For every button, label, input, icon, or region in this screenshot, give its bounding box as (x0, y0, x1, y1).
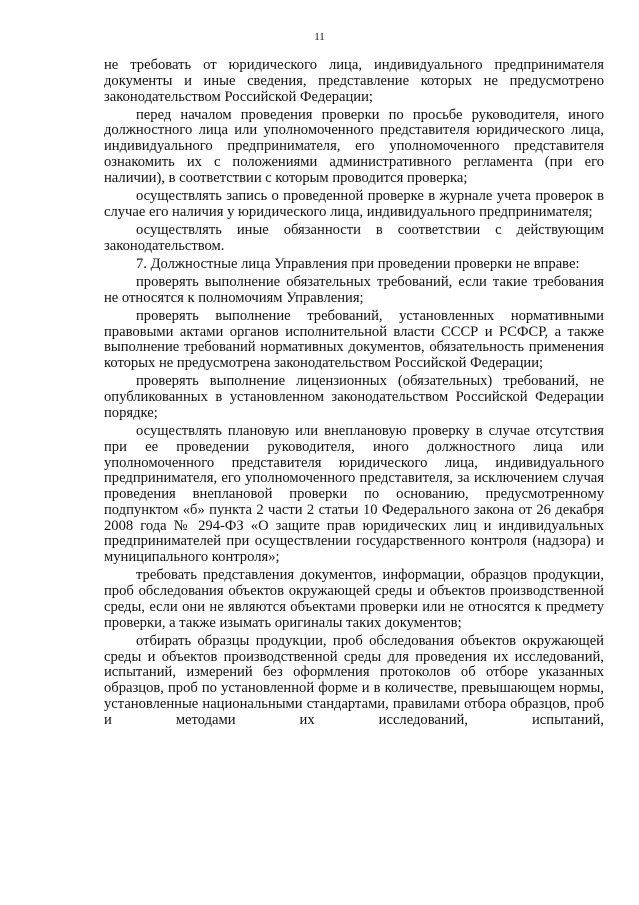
paragraph-no-require-documents: не требовать от юридического лица, индивидуального предпринимателя документы и иные сведения, представление которых не предусмотрено законодательством Российской Федерации; (104, 57, 604, 105)
paragraph-journal-record: осуществлять запись о проведенной проверке в журнале учета проверок в случае его наличия у юридического лица, индивидуального предпринимателя; (104, 187, 604, 220)
paragraph-demand-documents: требовать представления документов, информации, образцов продукции, проб обследования объектов окружающей среды и объектов производственной среды, если они не являются объектами проверки или не относятся к предмету проверки, а также изымать оригиналы таких документов; (104, 567, 604, 631)
paragraph-other-duties: осуществлять иные обязанности в соответствии с действующим законодательством. (104, 221, 604, 254)
paragraph-license-requirements: проверять выполнение лицензионных (обязательных) требований, не опубликованных в установленном законодательством Российской Федерации порядке; (104, 373, 604, 421)
page-number: 11 (314, 31, 325, 43)
paragraph-check-requirements: проверять выполнение обязательных требований, если такие требования не относятся к полномочиям Управления; (104, 273, 604, 306)
paragraph-absence-inspection: осуществлять плановую или внеплановую проверку в случае отсутствия при ее проведении руководителя, иного должностного лица или уполномоченного представителя юридического лица, индивидуального предпринимателя, его уполномоченного представителя, за исключением случая проведения внеплановой проверки по основанию, предусмотренному подпунктом «б» пункта 2 части 2 статьи 10 Федерального закона от 26 декабря 2008 года № 294-ФЗ «О защите прав юридических лиц и индивидуальных предпринимателей при осуществлении государственного контроля (надзора) и муниципального контроля»; (104, 422, 604, 566)
section-heading-prohibitions: 7. Должностные лица Управления при проведении проверки не вправе: (136, 255, 580, 272)
paragraph-familiarize-regulation: перед началом проведения проверки по просьбе руководителя, иного должностного лица или уполномоченного представителя юридического лица, индивидуального предпринимателя, его уполномоченного представителя ознакомить их с положениями административного регламента (при его наличии), в соответствии с которым проводится проверка; (104, 106, 604, 186)
paragraph-ussr-acts: проверять выполнение требований, установленных нормативными правовыми актами органов исполнительной власти СССР и РСФСР, а также выполнение требований нормативных документов, обязательность применения которых не предусмотрена законодательством Российской Федерации; (104, 307, 604, 372)
paragraph-sampling: отбирать образцы продукции, проб обследования объектов окружающей среды и объектов производственной среды для проведения их исследований, испытаний, измерений без оформления протоколов об отборе указанных образцов, проб по установленной форме и в количестве, превышающем нормы, установленные национальными стандартами, правилами отбора образцов, проб и методами их исследований, испытаний, (104, 632, 604, 728)
document-body (104, 58, 604, 731)
